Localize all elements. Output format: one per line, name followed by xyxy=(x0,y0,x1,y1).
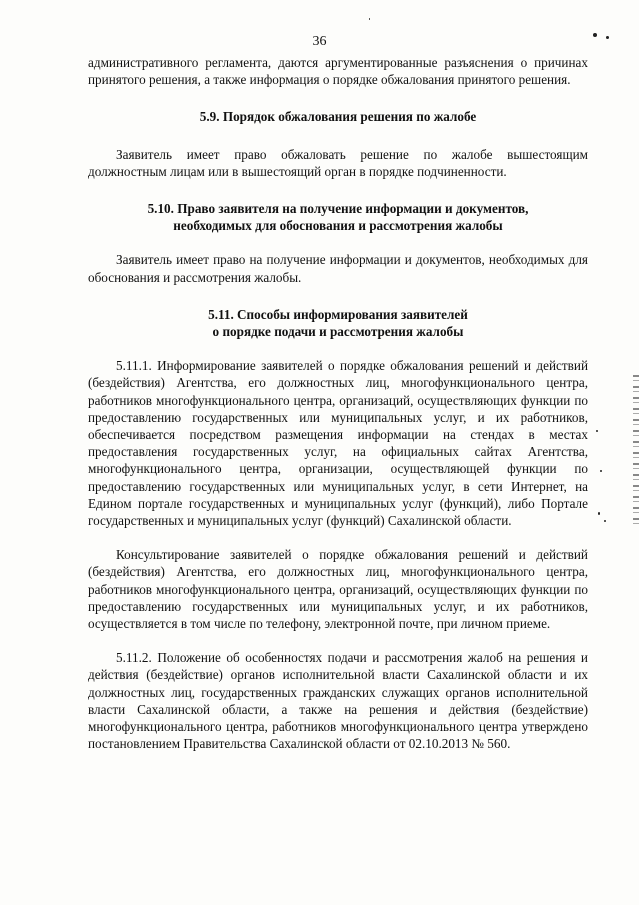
heading-5-11 xyxy=(88,306,588,340)
scan-speck xyxy=(606,36,609,39)
scan-speck xyxy=(369,18,370,20)
paragraph-5-11-2: 5.11.2. Положение об особенностях подачи и рассмотрения жалоб на решения и действия (бездействие) органов исполнительной власти Сахалинской области и их должностных лиц, государственных гражданских служащих органов исполнительной власти Сахалинской области, а также на решения и действия (бездействие) многофункционального центра, работников многофункционального центра утверждено постановлением Правительства Сахалинской области от 02.10.2013 № 560. xyxy=(88,650,588,752)
heading-5-10 xyxy=(88,200,588,234)
scan-edge-noise xyxy=(633,375,639,525)
heading-5-10-line-2: необходимых для обоснования и рассмотрения жалобы xyxy=(173,218,503,234)
heading-5-10-line-1: 5.10. Право заявителя на получение информации и документов, xyxy=(147,201,529,217)
paragraph-consulting: Консультирование заявителей о порядке обжалования решений и действий (бездействия) Агентства, его должностных лиц, многофункционального центра, работников многофункционального центра, организаций, осуществляющих функции по предоставлению государственных или муниципальных услуг, и их работников, осуществляется в том числе по телефону, электронной почте, при личном приеме. xyxy=(88,547,588,632)
scan-speck xyxy=(598,512,600,515)
scan-speck xyxy=(600,470,602,472)
paragraph-5-11-1: 5.11.1. Информирование заявителей о порядке обжалования решений и действий (бездействия) Агентства, его должностных лиц, многофункционального центра, работников многофункционального центра, организаций, осуществляющих функции по предоставлению государственных или муниципальных услуг, и их работников, обеспечивается посредством размещения информации на стендах в местах предоставления государственных услуг, на официальных сайтах Агентства, многофункционального центра, организации, осуществляющей функции по предоставлению государственных или муниципальных услуг, в сети Интернет, на Едином портале государственных и муниципальных услуг (функций), либо Портале государственных и муниципальных услуг (функций) Сахалинской области. xyxy=(88,358,588,529)
paragraph-intro-continuation: административного регламента, даются аргументированные разъяснения о причинах принятого решения, а также информация о порядке обжалования принятого решения. xyxy=(88,55,588,88)
heading-5-11-line-1: 5.11. Способы информирования заявителей xyxy=(208,306,468,322)
paragraph-5-9: Заявитель имеет право обжаловать решение по жалобе вышестоящим должностным лицам или в вышестоящий орган в порядке подчиненности. xyxy=(88,146,588,179)
scan-speck xyxy=(593,33,597,37)
page-number: 36 xyxy=(312,34,327,49)
document-body xyxy=(88,54,588,753)
heading-5-9-line: 5.9. Порядок обжалования решения по жалобе xyxy=(199,109,477,125)
scan-speck xyxy=(596,430,598,432)
paragraph-5-10: Заявитель имеет право на получение информации и документов, необходимых для обоснования и рассмотрения жалобы. xyxy=(88,252,588,285)
heading-5-11-line-2: о порядке подачи и рассмотрения жалобы xyxy=(212,324,464,340)
heading-5-9 xyxy=(88,108,588,125)
scan-speck xyxy=(604,520,606,522)
